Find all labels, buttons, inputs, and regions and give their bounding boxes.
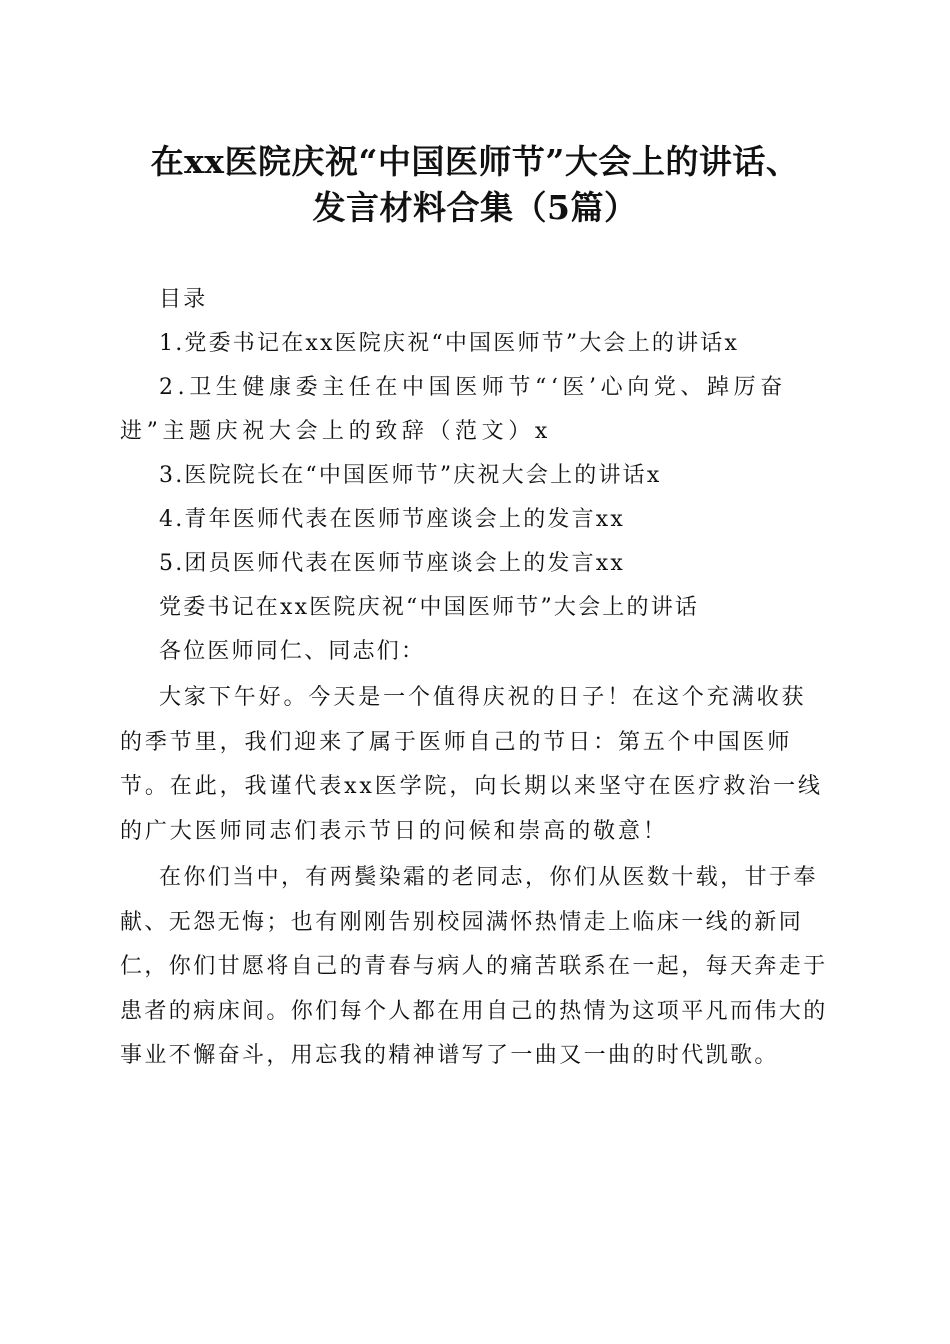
speech-title: 党委书记在xx医院庆祝“中国医师节”大会上的讲话 bbox=[159, 595, 700, 620]
toc-item-4: 4.青年医师代表在医师节座谈会上的发言xx bbox=[159, 507, 626, 532]
document-body bbox=[120, 278, 830, 1079]
document-title-line-1: 在xx医院庆祝“中国医师节”大会上的讲话、 bbox=[150, 142, 800, 181]
toc-item-3: 3.医院院长在“中国医师节”庆祝大会上的讲话x bbox=[159, 463, 662, 488]
toc-item-1: 1.党委书记在xx医院庆祝“中国医师节”大会上的讲话x bbox=[159, 331, 740, 356]
toc-item-5: 5.团员医师代表在医师节座谈会上的发言xx bbox=[159, 551, 626, 576]
salutation: 各位医师同仁、同志们： bbox=[159, 639, 426, 664]
paragraph-1: 大家下午好。今天是一个值得庆祝的日子！在这个充满收获的季节里，我们迎来了属于医师自己的节日：第五个中国医师节。在此，我谨代表xx医学院，向长期以来坚守在医疗救治一线的广大医师同志们表示节日的问候和崇高的敬意！ bbox=[120, 685, 823, 844]
toc-heading: 目录 bbox=[159, 287, 208, 312]
paragraph-2: 在你们当中，有两鬓染霜的老同志，你们从医数十载，甘于奉献、无怨无悔；也有刚刚告别校园满怀热情走上临床一线的新同仁，你们甘愿将自己的青春与病人的痛苦联系在一起，每天奔走于患者的病床间。你们每个人都在用自己的热情为这项平凡而伟大的事业不懈奋斗，用忘我的精神谱写了一曲又一曲的时代凯歌。 bbox=[120, 865, 828, 1068]
document-title-line-2: 发言材料合集（5篇） bbox=[312, 188, 638, 227]
toc-item-2: 2.卫生健康委主任在中国医师节“‘医’心向党、踔厉奋进”主题庆祝大会上的致辞（范文）x bbox=[120, 375, 787, 444]
